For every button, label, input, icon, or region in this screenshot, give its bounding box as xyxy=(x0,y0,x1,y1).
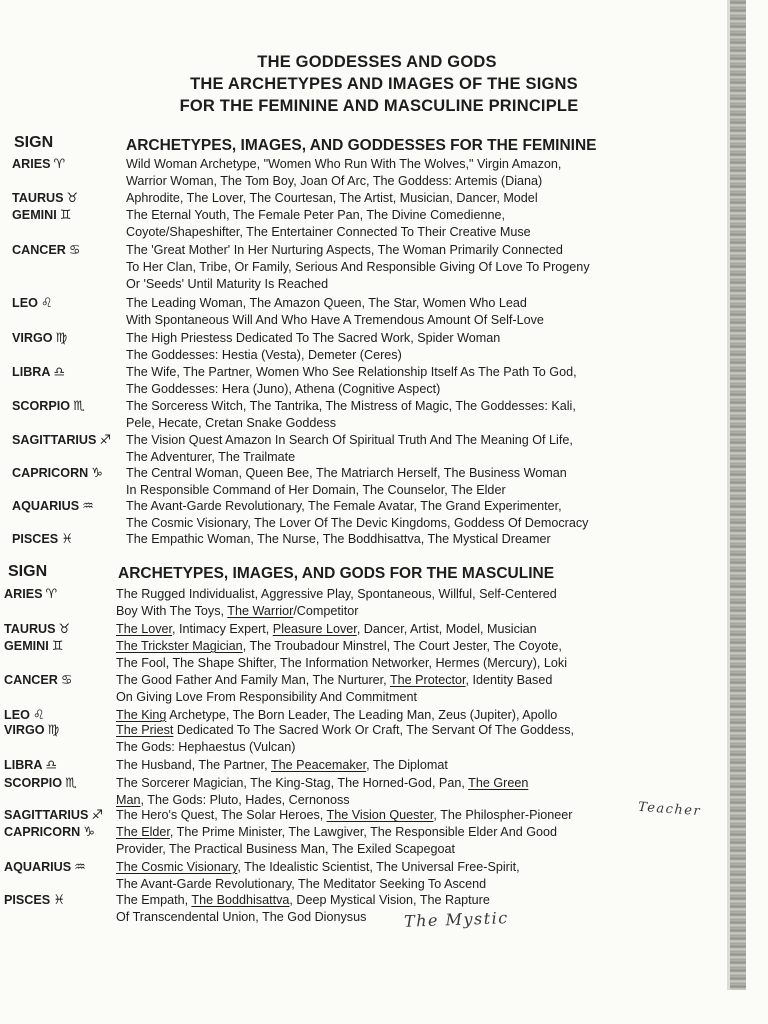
description-line: The King Archetype, The Born Leader, The Leading Man, Zeus (Jupiter), Apollo xyxy=(116,708,558,722)
masculine-heading: ARCHETYPES, IMAGES, AND GODS FOR THE MASCULINE xyxy=(118,565,555,582)
masculine-sign-gemini xyxy=(4,638,63,654)
description-line: The Elder, The Prime Minister, The Lawgiver, The Responsible Elder And Good xyxy=(116,825,558,839)
sign-name: AQUARIUS xyxy=(12,499,80,513)
pisces-glyph-icon: ♓ xyxy=(53,892,65,907)
description-line: The Gods: Hephaestus (Vulcan) xyxy=(116,740,296,754)
description-line: The Eternal Youth, The Female Peter Pan, The Divine Comedienne, xyxy=(126,208,505,222)
sign-name: ARIES xyxy=(4,587,43,601)
sign-name: ARIES xyxy=(12,157,51,171)
title-line-3: FOR THE FEMININE AND MASCULINE PRINCIPLE xyxy=(179,97,579,115)
sign-name: VIRGO xyxy=(12,331,53,345)
sagittarius-glyph-icon: ♐ xyxy=(91,807,104,822)
description-line: The Vision Quest Amazon In Search Of Spiritual Truth And The Meaning Of Life, xyxy=(126,433,573,447)
description-line: The Sorceress Witch, The Tantrika, The Mistress of Magic, The Goddesses: Kali, xyxy=(126,399,576,413)
masculine-sign-libra xyxy=(4,757,57,773)
feminine-description-pisces xyxy=(126,531,551,548)
description-line: On Giving Love From Responsibility And Commitment xyxy=(116,690,417,704)
masculine-sign-cancer xyxy=(4,672,73,688)
masculine-description-virgo xyxy=(116,722,574,756)
description-line: Coyote/Shapeshifter, The Entertainer Connected To Their Creative Muse xyxy=(126,225,531,239)
title-line-2: THE ARCHETYPES AND IMAGES OF THE SIGNS xyxy=(190,75,578,93)
description-line: The Goddesses: Hera (Juno), Athena (Cognitive Aspect) xyxy=(126,382,441,396)
sign-name: SCORPIO xyxy=(4,776,63,790)
sagittarius-glyph-icon: ♐ xyxy=(99,432,112,447)
description-line: Boy With The Toys, The Warrior/Competitor xyxy=(116,604,359,618)
masculine-description-aries xyxy=(116,586,557,620)
taurus-glyph-icon: ♉ xyxy=(58,621,71,636)
scanned-page-edge xyxy=(730,0,746,990)
description-line: The Wife, The Partner, Women Who See Relationship Itself As The Path To God, xyxy=(126,365,577,379)
feminine-heading: ARCHETYPES, IMAGES, AND GODDESSES FOR THE FEMININE xyxy=(126,137,597,154)
description-line: The Cosmic Visionary, The Idealistic Scientist, The Universal Free-Spirit, xyxy=(116,860,520,874)
sign-name: SAGITTARIUS xyxy=(4,808,89,822)
sign-name: CANCER xyxy=(4,673,58,687)
masculine-description-taurus xyxy=(116,621,537,638)
sign-name: GEMINI xyxy=(12,208,57,222)
feminine-sign-sagittarius xyxy=(12,432,111,448)
feminine-sign-taurus xyxy=(12,190,78,206)
description-line: The Empathic Woman, The Nurse, The Boddhisattva, The Mystical Dreamer xyxy=(126,532,551,546)
feminine-description-cancer xyxy=(126,242,590,293)
masculine-description-scorpio xyxy=(116,775,528,809)
handwritten-teacher: Teacher xyxy=(637,799,702,820)
feminine-description-taurus xyxy=(126,190,538,207)
masculine-description-sagittarius xyxy=(116,807,573,824)
capricorn-glyph-icon: ♑ xyxy=(91,465,103,480)
description-line: Or 'Seeds' Until Maturity Is Reached xyxy=(126,277,329,291)
feminine-sign-scorpio xyxy=(12,398,85,414)
feminine-sign-capricorn xyxy=(12,465,103,481)
sign-name: CANCER xyxy=(12,243,66,257)
sign-name: LEO xyxy=(4,708,30,722)
gemini-glyph-icon: ♊ xyxy=(59,207,72,222)
feminine-description-leo xyxy=(126,295,544,329)
feminine-description-aquarius xyxy=(126,498,588,532)
description-line: In Responsible Command of Her Domain, The Counselor, The Elder xyxy=(126,483,506,497)
masculine-description-libra xyxy=(116,757,448,774)
sign-name: GEMINI xyxy=(4,639,49,653)
sign-name: VIRGO xyxy=(4,723,45,737)
sign-name: TAURUS xyxy=(12,191,64,205)
virgo-glyph-icon: ♍ xyxy=(47,722,60,737)
feminine-description-capricorn xyxy=(126,465,567,499)
description-line: With Spontaneous Will And Who Have A Tremendous Amount Of Self-Love xyxy=(126,313,544,327)
feminine-sign-header: SIGN xyxy=(14,134,54,151)
feminine-sign-aquarius xyxy=(12,498,94,514)
libra-glyph-icon: ♎ xyxy=(45,757,58,772)
capricorn-glyph-icon: ♑ xyxy=(83,824,95,839)
description-line: The Trickster Magician, The Troubadour Minstrel, The Court Jester, The Coyote, xyxy=(116,639,562,653)
description-line: Of Transcendental Union, The God Dionysus xyxy=(116,910,367,924)
masculine-sign-virgo xyxy=(4,722,59,738)
description-line: The Cosmic Visionary, The Lover Of The Devic Kingdoms, Goddess Of Democracy xyxy=(126,516,589,530)
feminine-sign-pisces xyxy=(12,531,73,547)
description-line: Man, The Gods: Pluto, Hades, Cernonoss xyxy=(116,793,350,807)
sign-name: LIBRA xyxy=(4,758,43,772)
gemini-glyph-icon: ♊ xyxy=(51,638,64,653)
cancer-glyph-icon: ♋ xyxy=(68,242,81,257)
sign-name: AQUARIUS xyxy=(4,860,72,874)
description-line: The Husband, The Partner, The Peacemaker, The Diplomat xyxy=(116,758,448,772)
sign-name: CAPRICORN xyxy=(12,466,89,480)
sign-name: LEO xyxy=(12,296,38,310)
sign-name: SAGITTARIUS xyxy=(12,433,97,447)
description-line: Pele, Hecate, Cretan Snake Goddess xyxy=(126,416,337,430)
pisces-glyph-icon: ♓ xyxy=(61,531,73,546)
description-line: The Lover, Intimacy Expert, Pleasure Lover, Dancer, Artist, Model, Musician xyxy=(116,622,537,636)
feminine-description-gemini xyxy=(126,207,531,241)
masculine-sign-pisces xyxy=(4,892,65,908)
description-line: The Hero's Quest, The Solar Heroes, The Vision Quester, The Philospher-Pioneer xyxy=(116,808,573,822)
feminine-sign-cancer xyxy=(12,242,81,258)
description-line: The Avant-Garde Revolutionary, The Meditator Seeking To Ascend xyxy=(116,877,487,891)
leo-glyph-icon: ♌ xyxy=(40,295,53,310)
taurus-glyph-icon: ♉ xyxy=(66,190,79,205)
description-line: The Good Father And Family Man, The Nurturer, The Protector, Identity Based xyxy=(116,673,553,687)
description-line: The Adventurer, The Trailmate xyxy=(126,450,296,464)
description-line: The Leading Woman, The Amazon Queen, The Star, Women Who Lead xyxy=(126,296,527,310)
leo-glyph-icon: ♌ xyxy=(32,707,45,722)
feminine-sign-leo xyxy=(12,295,53,311)
description-line: The High Priestess Dedicated To The Sacred Work, Spider Woman xyxy=(126,331,501,345)
feminine-sign-gemini xyxy=(12,207,71,223)
description-line: The Goddesses: Hestia (Vesta), Demeter (Ceres) xyxy=(126,348,402,362)
feminine-description-libra xyxy=(126,364,577,398)
aquarius-glyph-icon: ♒ xyxy=(74,859,86,874)
sign-name: PISCES xyxy=(12,532,59,546)
title-line-1: THE GODDESSES AND GODS xyxy=(257,53,497,71)
document-title xyxy=(0,51,768,117)
sign-name: CAPRICORN xyxy=(4,825,81,839)
masculine-description-capricorn xyxy=(116,824,557,858)
aries-glyph-icon: ♈ xyxy=(45,586,58,601)
description-line: The Priest Dedicated To The Sacred Work Or Craft, The Servant Of The Goddess, xyxy=(116,723,575,737)
masculine-sign-capricorn xyxy=(4,824,95,840)
description-line: Aphrodite, The Lover, The Courtesan, The Artist, Musician, Dancer, Model xyxy=(126,191,538,205)
sign-name: SCORPIO xyxy=(12,399,71,413)
masculine-sign-header: SIGN xyxy=(8,563,48,580)
masculine-sign-leo xyxy=(4,707,45,723)
description-line: The Avant-Garde Revolutionary, The Female Avatar, The Grand Experimenter, xyxy=(126,499,562,513)
description-line: Warrior Woman, The Tom Boy, Joan Of Arc, The Goddess: Artemis (Diana) xyxy=(126,174,543,188)
feminine-sign-aries xyxy=(12,156,65,172)
feminine-description-virgo xyxy=(126,330,500,364)
feminine-sign-virgo xyxy=(12,330,67,346)
masculine-description-aquarius xyxy=(116,859,520,893)
masculine-sign-aries xyxy=(4,586,57,602)
masculine-sign-sagittarius xyxy=(4,807,103,823)
aquarius-glyph-icon: ♒ xyxy=(82,498,94,513)
feminine-description-scorpio xyxy=(126,398,576,432)
sign-name: PISCES xyxy=(4,893,51,907)
aries-glyph-icon: ♈ xyxy=(53,156,66,171)
description-line: To Her Clan, Tribe, Or Family, Serious And Responsible Giving Of Love To Progeny xyxy=(126,260,590,274)
description-line: The Fool, The Shape Shifter, The Information Networker, Hermes (Mercury), Loki xyxy=(116,656,567,670)
masculine-sign-scorpio xyxy=(4,775,77,791)
scorpio-glyph-icon: ♏ xyxy=(65,775,77,790)
scorpio-glyph-icon: ♏ xyxy=(73,398,85,413)
sign-name: TAURUS xyxy=(4,622,56,636)
description-line: The Rugged Individualist, Aggressive Play, Spontaneous, Willful, Self-Centered xyxy=(116,587,557,601)
description-line: The Empath, The Boddhisattva, Deep Mystical Vision, The Rapture xyxy=(116,893,490,907)
description-line: The 'Great Mother' In Her Nurturing Aspects, The Woman Primarily Connected xyxy=(126,243,563,257)
masculine-description-gemini xyxy=(116,638,567,672)
masculine-sign-aquarius xyxy=(4,859,86,875)
handwritten-mystic: The Mystic xyxy=(403,908,509,931)
feminine-description-sagittarius xyxy=(126,432,573,466)
description-line: The Sorcerer Magician, The King-Stag, The Horned-God, Pan, The Green xyxy=(116,776,529,790)
masculine-sign-taurus xyxy=(4,621,70,637)
feminine-sign-libra xyxy=(12,364,65,380)
libra-glyph-icon: ♎ xyxy=(53,364,66,379)
virgo-glyph-icon: ♍ xyxy=(55,330,68,345)
description-line: Wild Woman Archetype, "Women Who Run With The Wolves," Virgin Amazon, xyxy=(126,157,562,171)
cancer-glyph-icon: ♋ xyxy=(60,672,73,687)
sign-name: LIBRA xyxy=(12,365,51,379)
masculine-description-cancer xyxy=(116,672,552,706)
description-line: Provider, The Practical Business Man, The Exiled Scapegoat xyxy=(116,842,456,856)
feminine-description-aries xyxy=(126,156,561,190)
description-line: The Central Woman, Queen Bee, The Matriarch Herself, The Business Woman xyxy=(126,466,567,480)
